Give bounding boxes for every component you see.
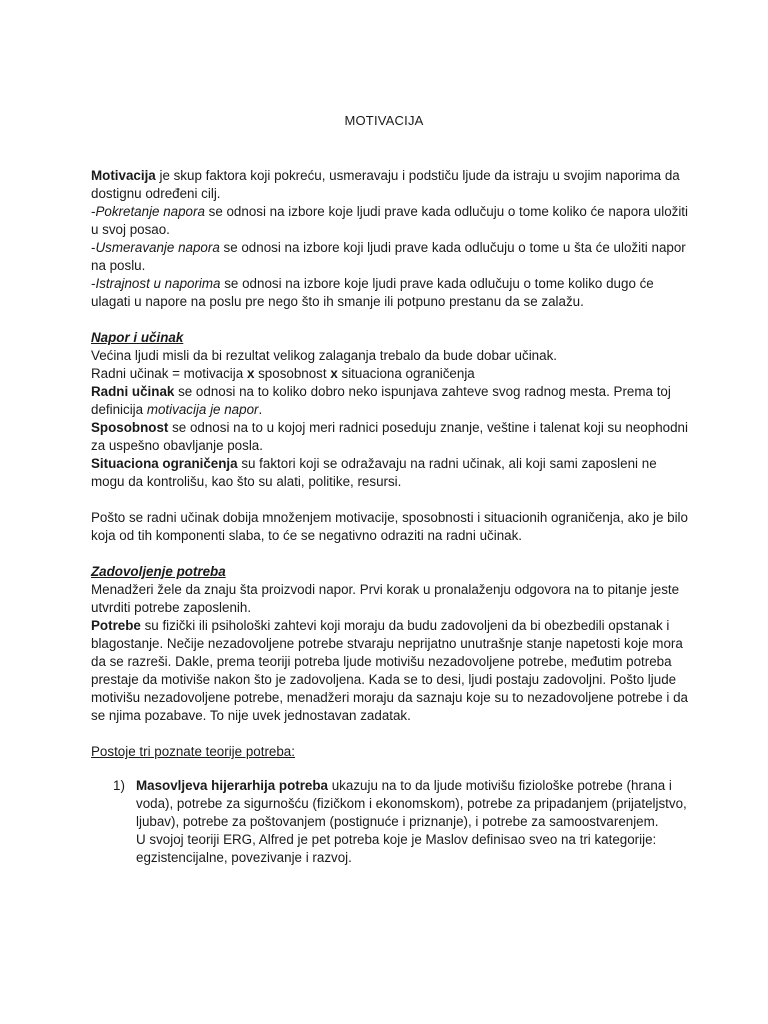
intro-paragraph: Motivacija je skup faktora koji pokreću, usmeravaju i podstiču ljude da istraju u svojim naporima da dostignu određeni cilj. bbox=[91, 168, 680, 201]
theories-heading: Postoje tri poznate teorije potreba: bbox=[91, 744, 295, 759]
bullet-usmeravanje: -Usmeravanje napora se odnosi na izbore koji ljudi prave kada odlučuju o tome u šta će uložiti napor na poslu. bbox=[91, 240, 686, 273]
section-heading-zadovoljenje: Zadovoljenje potreba bbox=[91, 564, 226, 579]
formula-line: Radni učinak = motivacija x sposobnost x situaciona ograničenja bbox=[91, 366, 475, 381]
radni-ucinak-definition: Radni učinak se odnosi na to koliko dobro neko ispunjava zahteve svog radnog mesta. Prema toj definicija motivacija je napor. bbox=[91, 384, 671, 417]
section1-line1: Većina ljudi misli da bi rezultat velikog zalaganja trebalo da bude dobar učinak. bbox=[91, 348, 557, 363]
section-heading-napor: Napor i učinak bbox=[91, 330, 184, 345]
sposobnost-definition: Sposobnost se odnosi na to u kojoj meri radnici poseduju znanje, veštine i talenat koji su neophodni za uspešno obavljanje posla. bbox=[91, 420, 688, 453]
bullet-istrajnost: -Istrajnost u naporima se odnosi na izbore koje ljudi prave kada odlučuju o tome koliko dugo će ulagati u napore na poslu pre nego što ih smanje ili potpuno prestanu da se zalažu. bbox=[91, 276, 654, 309]
bullet-pokretanje: -Pokretanje napora se odnosi na izbore koje ljudi prave kada odlučuju o tome koliko će napora uložiti u svoj posao. bbox=[91, 204, 689, 237]
potrebe-paragraph: Potrebe su fizički ili psihološki zahtevi koji moraju da budu zadovoljeni da bi obezbedili opstanak i blagostanje. Nečije nezadovoljene potrebe stvaraju neprijatno unutrašnje stanje napetosti koje mora da se razreši. Dakle, prema teoriji potreba ljude motivišu nezadovoljene potrebe, međutim potreba prestaje da motiviše nakon što je zadovoljena. Kada se to desi, ljudi postaju zadovoljni. Pošto ljude motivišu nezadovoljene potrebe, menadžeri moraju da saznaju koje su to nezadovoljene potrebe i da se njima pozabave. To nije uvek jednostavan zadatak. bbox=[91, 618, 689, 723]
section2-line1: Menadžeri žele da znaju šta proizvodi napor. Prvi korak u pronalaženju odgovora na to pitanje jeste utvrditi potrebe zaposlenih. bbox=[91, 582, 680, 615]
erg-text: U svojoj teoriji ERG, Alfred je pet potreba koje je Maslov definisao sveo na tri kategorije: egzistencijalne, povezivanje i razvoj. bbox=[136, 832, 657, 865]
maslow-text: Masovljeva hijerarhija potreba ukazuju na to da ljude motivišu fiziološke potrebe (hrana i voda), potrebe za sigurnošću (fizičkom i ekonomskom), potrebe za pripadanjem (prijateljstvo, ljubav), potrebe za poštovanjem (postignuće i priznanje), i potrebe za samoostvarenjem. bbox=[136, 778, 687, 829]
list-item bbox=[91, 777, 691, 867]
situaciona-definition: Situaciona ograničenja su faktori koji se odražavaju na radni učinak, ali koji sami zaposleni ne mogu da kontrolišu, kao što su alati, politike, resursi. bbox=[91, 456, 657, 489]
list-number: 1) bbox=[113, 778, 125, 793]
document-body bbox=[91, 167, 691, 867]
term-motivacija: Motivacija bbox=[91, 168, 156, 183]
ucinak-paragraph: Pošto se radni učinak dobija množenjem motivacije, sposobnosti i situacionih ograničenja, ako je bilo koja od tih komponenti slaba, to će se negativno odraziti na radni učinak. bbox=[91, 510, 688, 543]
document-title: MOTIVACIJA bbox=[344, 113, 424, 128]
